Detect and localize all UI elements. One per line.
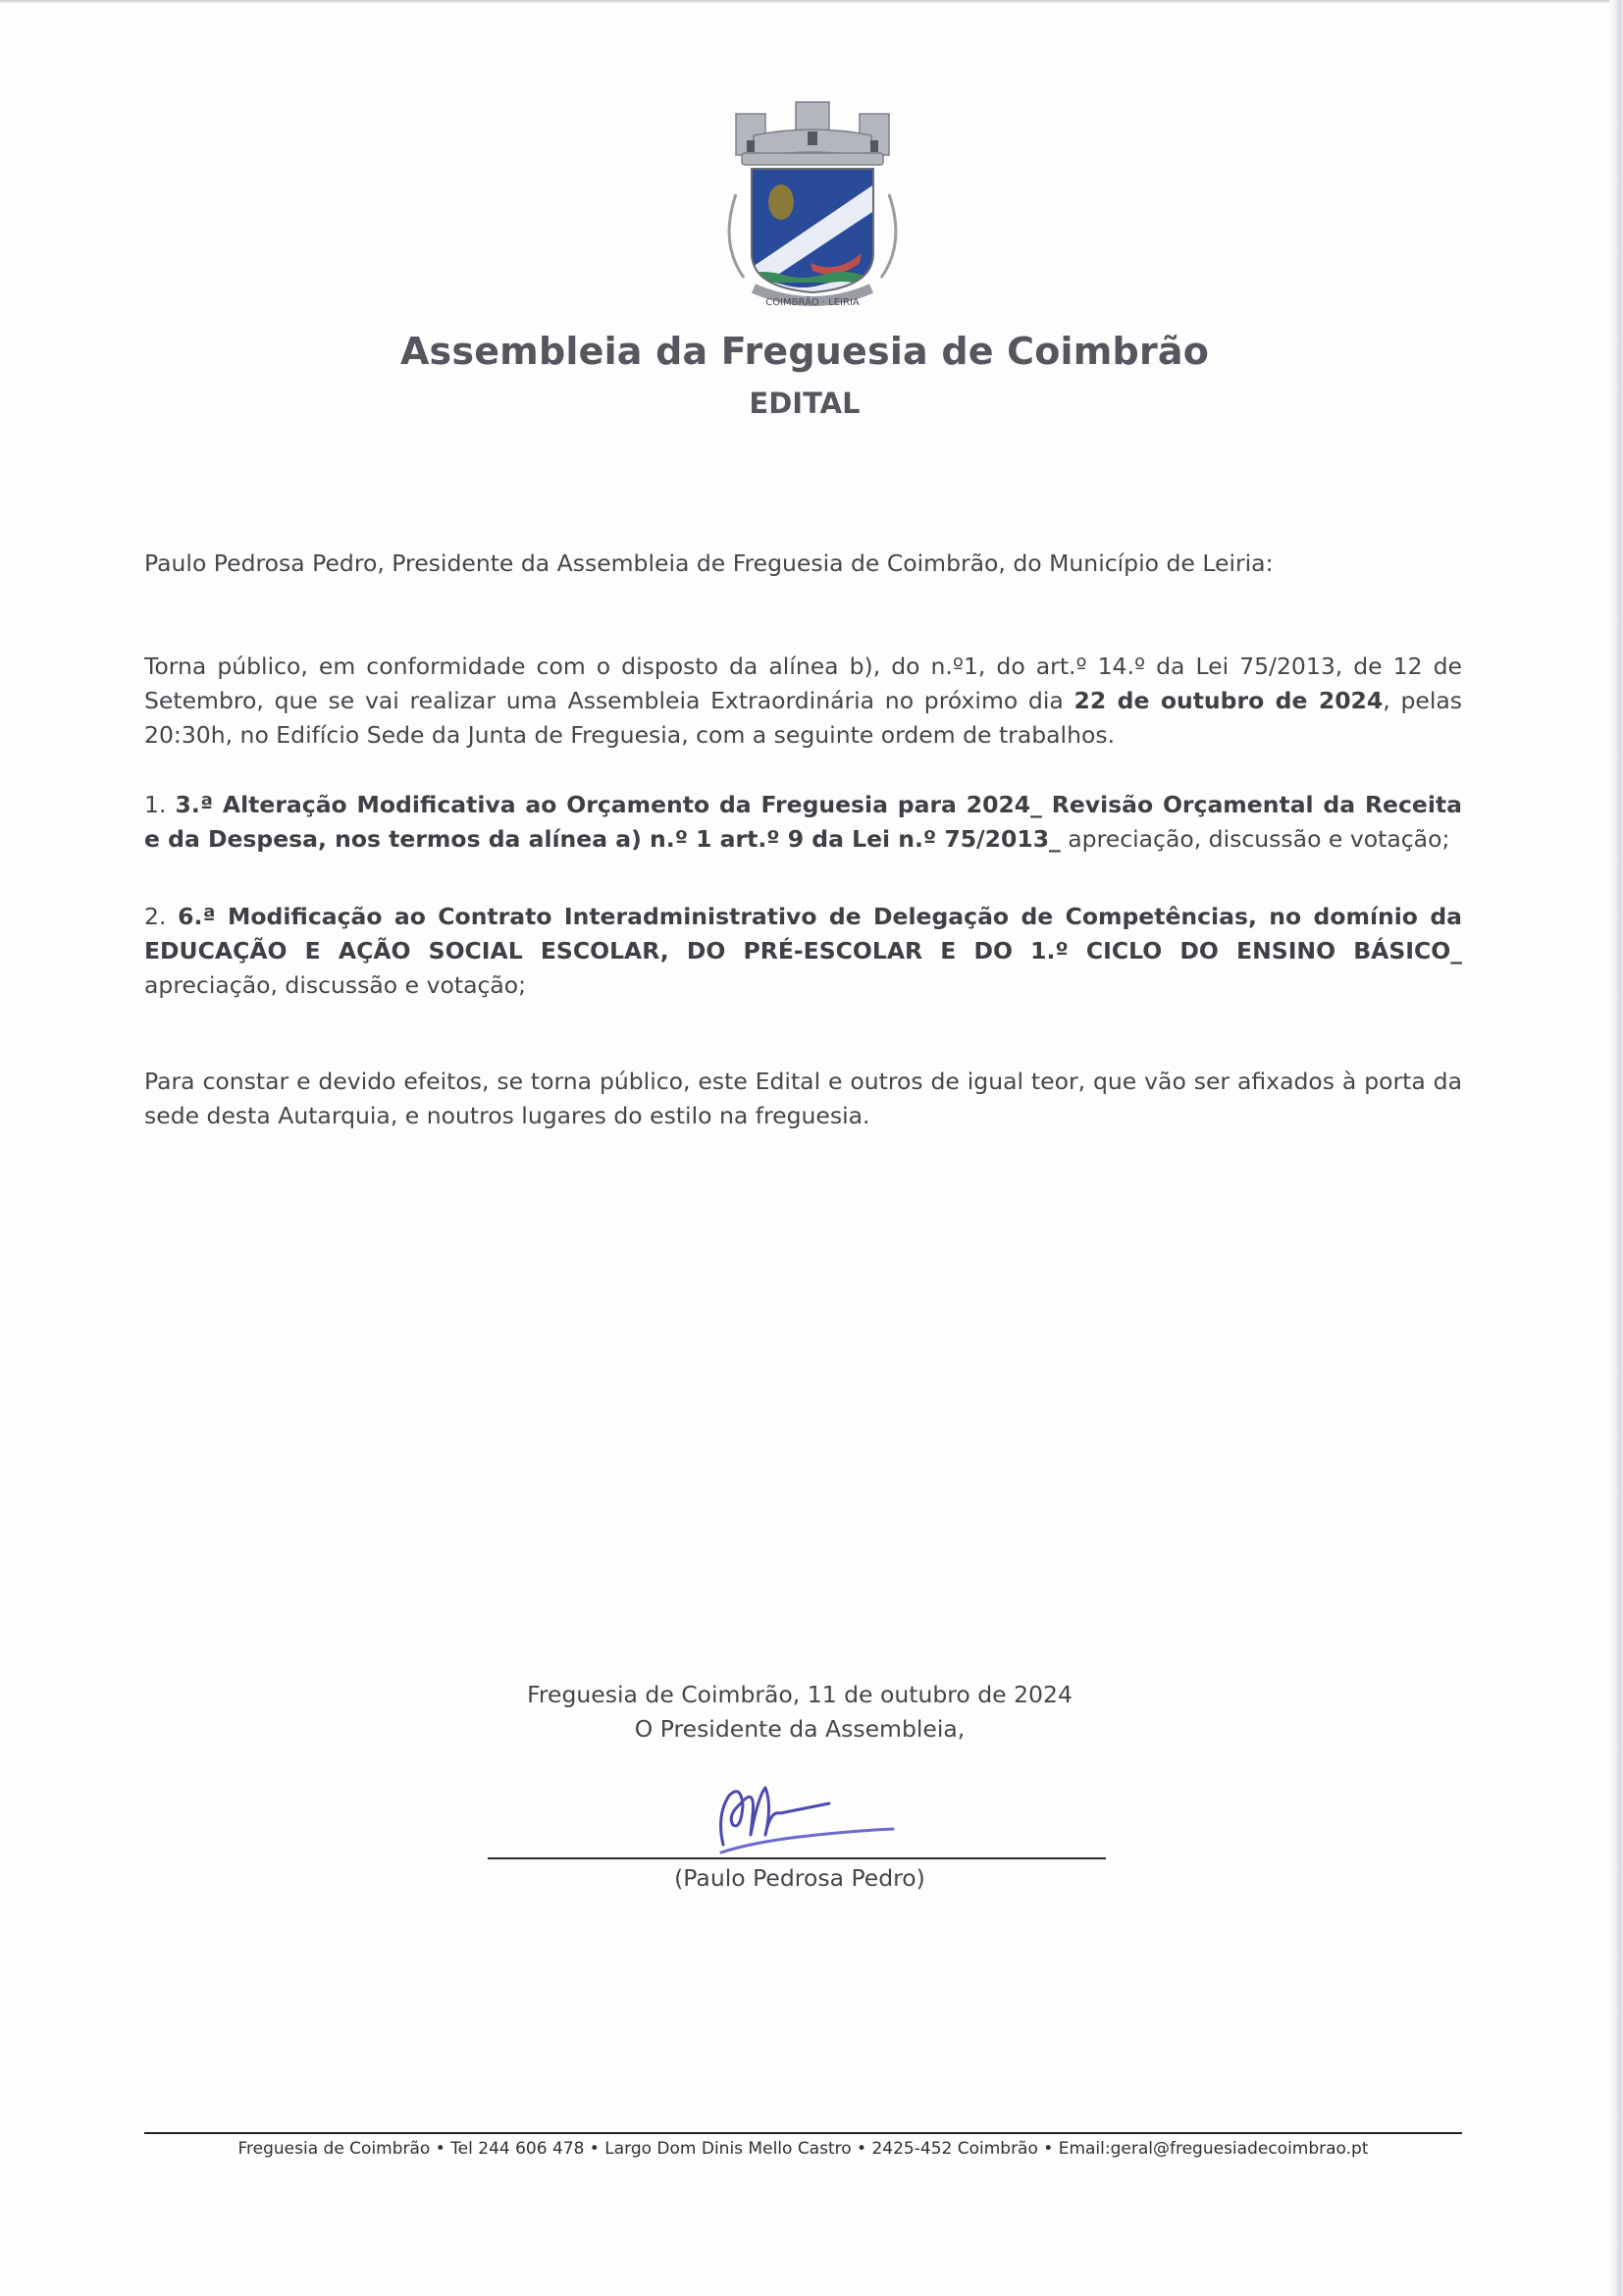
- scan-edge-top: [0, 0, 1623, 3]
- handwritten-signature-icon: [711, 1776, 908, 1859]
- ribbon-left: [729, 194, 744, 278]
- agenda-item-1: [144, 788, 1462, 857]
- agenda-item-2: [144, 900, 1462, 1003]
- meeting-date: 22 de outubro de 2024: [1073, 687, 1384, 714]
- agenda-number: 1.: [144, 791, 176, 818]
- agenda-title: 6.ª Modificação ao Contrato Interadministrativo de Delegação de Competências, no domínio da EDUCAÇÃO E AÇÃO SOCIAL ESCOLAR, DO PRÉ-ESCOLAR E DO 1.º CICLO DO ENSINO BÁSICO_: [144, 903, 1462, 965]
- signatory-role: O Presidente da Assembleia,: [634, 1715, 966, 1743]
- agenda-title: 3.ª Alteração Modificativa ao Orçamento da Freguesia para 2024_ Revisão Orçamental da Receita e da Despesa, nos termos da alínea a) n.º 1 art.º 9 da Lei n.º 75/2013_: [144, 791, 1462, 853]
- place-and-date: Freguesia de Coimbrão, 11 de outubro de 2024: [527, 1681, 1073, 1708]
- footer-contact: Freguesia de Coimbrão • Tel 244 606 478 • Largo Dom Dinis Mello Castro • 2425-452 Coimbrão • Email:geral@freguesiadecoimbrao.pt: [237, 2139, 1369, 2159]
- document-type: EDITAL: [749, 387, 861, 420]
- page-title: Assembleia da Freguesia de Coimbrão: [399, 330, 1210, 373]
- footer-divider: [144, 2132, 1462, 2134]
- coat-of-arms-icon: [714, 96, 911, 312]
- agenda-action: apreciação, discussão e votação;: [1060, 825, 1450, 853]
- crest-motto: COIMBRÃO · LEIRIA: [765, 297, 860, 308]
- ribbon-right: [881, 194, 896, 278]
- agenda-number: 2.: [144, 903, 179, 930]
- intro-paragraph: Paulo Pedrosa Pedro, Presidente da Assembleia de Freguesia de Coimbrão, do Município de Leiria:: [144, 549, 1274, 577]
- signature-line: [488, 1857, 1106, 1859]
- closing-paragraph: Para constar e devido efeitos, se torna público, este Edital e outros de igual teor, que vão ser afixados à porta da sede desta Autarquia, e noutros lugares do estilo na freguesia.: [144, 1068, 1462, 1129]
- signatory-name: (Paulo Pedrosa Pedro): [674, 1864, 925, 1892]
- agenda-action: apreciação, discussão e votação;: [144, 971, 527, 999]
- announcement-text-after: , pelas 20:30h, no Edifício Sede da Junta de Freguesia, com a seguinte ordem de trabalhos.: [144, 687, 1462, 749]
- scan-edge-right: [1609, 0, 1623, 2296]
- announcement-paragraph: [144, 650, 1462, 753]
- announcement-text-before: Torna público, em conformidade com o disposto da alínea b), do n.º1, do art.º 14.º da Lei 75/2013, de 12 de Setembro, que se vai realizar uma Assembleia Extraordinária no próximo dia: [144, 652, 1462, 714]
